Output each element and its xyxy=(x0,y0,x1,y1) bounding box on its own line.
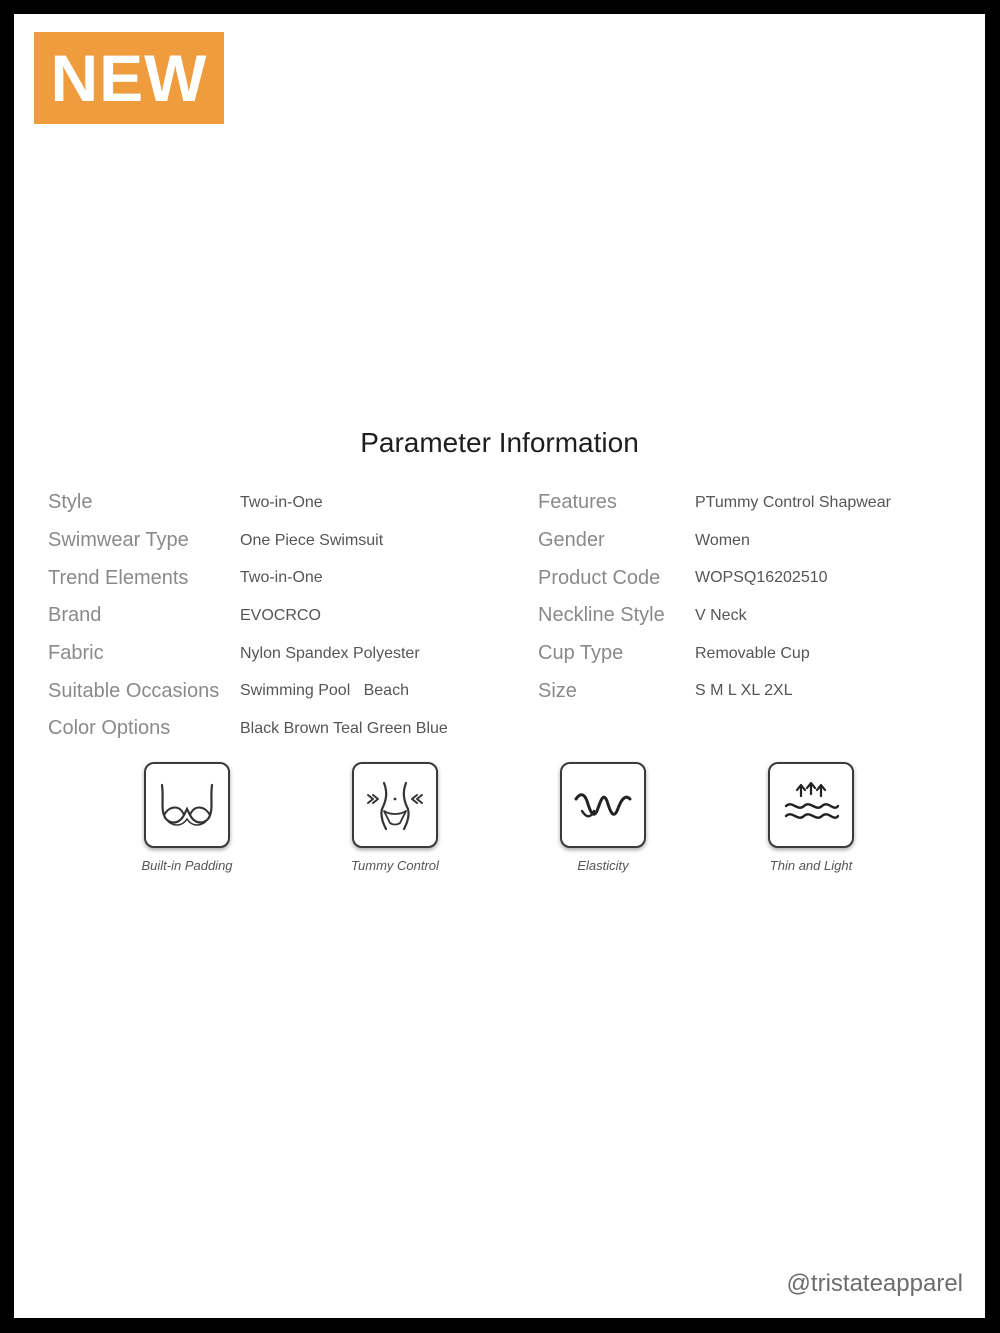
feature-box xyxy=(144,762,230,848)
param-value: Two-in-One xyxy=(240,493,323,511)
param-value: S M L XL 2XL xyxy=(695,682,793,700)
param-label: Trend Elements xyxy=(48,566,189,589)
feature-box xyxy=(768,762,854,848)
param-row xyxy=(48,484,448,522)
param-row xyxy=(48,522,448,560)
watermark-text: @tristateapparel xyxy=(786,1270,963,1297)
param-row xyxy=(48,710,448,748)
feature-caption: Tummy Control xyxy=(351,858,439,873)
feature-box xyxy=(560,762,646,848)
parameters-right-column xyxy=(538,484,891,710)
param-row xyxy=(538,635,891,673)
breathable-waves-icon xyxy=(780,780,842,830)
feature-box xyxy=(352,762,438,848)
param-label: Brand xyxy=(48,604,102,627)
param-value: Removable Cup xyxy=(695,644,810,662)
param-row xyxy=(538,597,891,635)
param-label: Features xyxy=(538,491,617,514)
param-value: PTummy Control Shapwear xyxy=(695,493,891,511)
param-label: Gender xyxy=(538,529,605,552)
param-row xyxy=(538,522,891,560)
param-label: Neckline Style xyxy=(538,604,665,627)
feature-elasticity xyxy=(528,762,678,873)
param-value: One Piece Swimsuit xyxy=(240,531,384,549)
param-value: EVOCRCO xyxy=(240,606,321,624)
feature-thin-and-light xyxy=(736,762,886,873)
param-value: Women xyxy=(695,531,750,549)
param-row xyxy=(48,635,448,673)
feature-built-in-padding xyxy=(112,762,262,873)
param-row xyxy=(48,672,448,710)
elastic-wave-icon xyxy=(572,785,634,825)
param-value: Nylon Spandex Polyester xyxy=(240,644,420,662)
feature-icons-row xyxy=(14,762,985,892)
bra-icon xyxy=(156,779,218,831)
param-value: WOPSQ16202510 xyxy=(695,569,828,587)
param-row xyxy=(538,672,891,710)
param-value: Two-in-One xyxy=(240,569,323,587)
param-label: Size xyxy=(538,679,577,702)
waist-icon xyxy=(364,777,426,833)
param-row xyxy=(48,559,448,597)
product-card xyxy=(14,14,985,1318)
param-row xyxy=(538,559,891,597)
param-value: Black Brown Teal Green Blue xyxy=(240,719,448,737)
param-label: Style xyxy=(48,491,93,514)
section-title: Parameter Information xyxy=(360,427,639,458)
param-row xyxy=(48,597,448,635)
param-label: Fabric xyxy=(48,642,104,665)
param-label: Swimwear Type xyxy=(48,529,189,552)
param-label: Color Options xyxy=(48,717,171,740)
param-row xyxy=(538,484,891,522)
param-value: Swimming Pool Beach xyxy=(240,682,409,700)
feature-tummy-control xyxy=(320,762,470,873)
parameters-left-column xyxy=(48,484,448,748)
feature-caption: Elasticity xyxy=(577,858,629,873)
param-value: V Neck xyxy=(695,606,747,624)
feature-caption: Thin and Light xyxy=(769,858,853,873)
param-label: Product Code xyxy=(538,566,661,589)
feature-caption: Built-in Padding xyxy=(141,858,233,873)
new-badge: NEW xyxy=(34,32,224,124)
param-label: Cup Type xyxy=(538,642,624,665)
param-label: Suitable Occasions xyxy=(48,679,220,702)
